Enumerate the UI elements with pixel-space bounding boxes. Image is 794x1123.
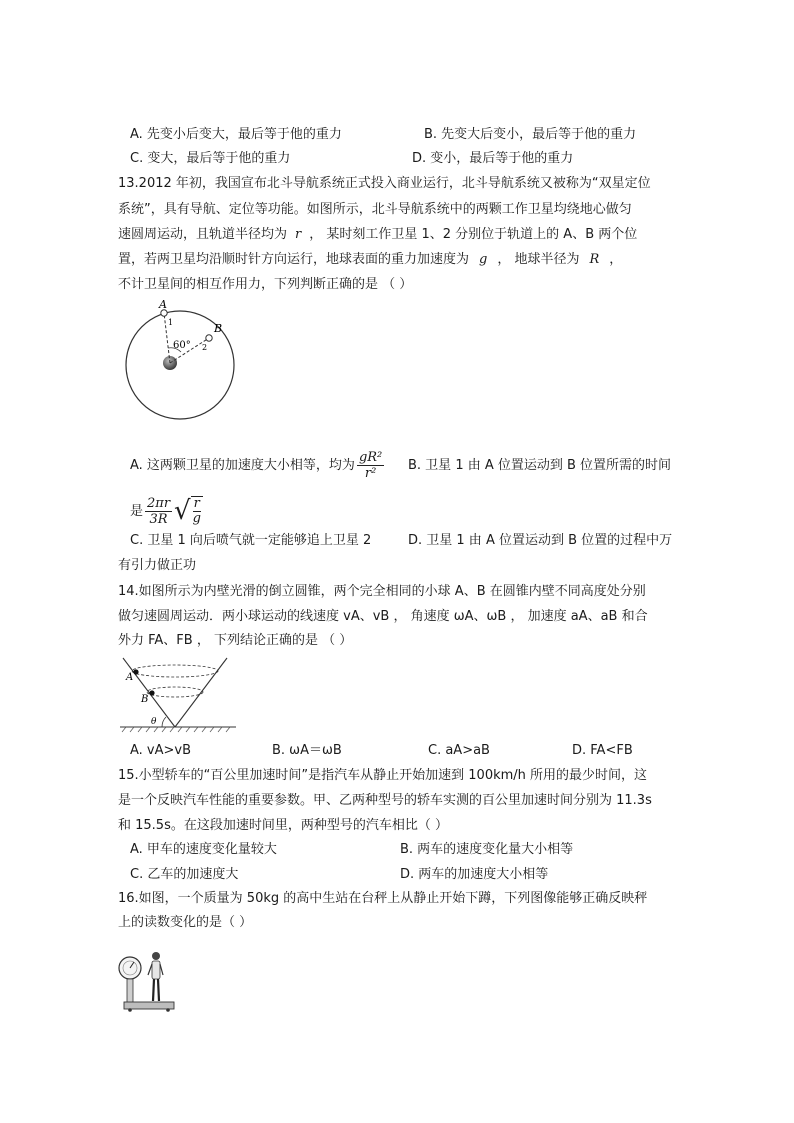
figure-label-a: A xyxy=(159,298,167,311)
q13-option-b-line-1: B. 卫星 1 由 A 位置运动到 B 位置所需的时间 xyxy=(408,458,672,473)
option-b-sqrt: √ $\frac{r}{g}$ xyxy=(174,496,201,526)
q14-option-b: B. ωA＝ωB xyxy=(272,743,342,758)
cone-right-wall xyxy=(175,658,227,727)
q13-option-c: C. 卫星 1 向后喷气就一定能够追上卫星 2 xyxy=(130,533,372,548)
q13-stem-line-1: 13.2012 年初，我国宣布北斗导航系统正式投入商业运行，北斗导航系统又被称为“双星定位 xyxy=(118,176,651,191)
orbit-a-ellipse xyxy=(132,665,218,677)
q13-stem-line-5: 不计卫星间的相互作用力，下列判断正确的是 （ ） xyxy=(118,277,413,292)
q13-stem-line-4: 置，若两卫星均沿顺时针方向运行，地球表面的重力加速度为 g ， 地球半径为 R ， xyxy=(118,252,623,267)
cone-left-wall xyxy=(123,658,175,727)
q12-option-a: A. 先变小后变大，最后等于他的重力 xyxy=(130,127,342,142)
q13-option-a: A. 这两颗卫星的加速度大小相等，均为 $\frac{\text{gR²}}{\text{r²}}$ xyxy=(130,450,383,481)
q15-stem-line-1: 15.小型轿车的“百公里加速时间”是指汽车从静止开始加速到 100km/h 所用的最少时间，这 xyxy=(118,768,648,783)
theta-arc xyxy=(162,717,166,727)
scale-platform xyxy=(124,1002,174,1009)
q13-orbit-figure xyxy=(118,296,248,431)
q12-option-b: B. 先变大后变小，最后等于他的重力 xyxy=(424,127,637,142)
q14-option-a: A. vA>vB xyxy=(130,743,192,758)
q13-option-d-line-1: D. 卫星 1 由 A 位置运动到 B 位置的过程中万 xyxy=(408,533,673,548)
q13-option-d-line-2: 有引力做正功 xyxy=(118,558,197,573)
q14-option-d: D. FA<FB xyxy=(572,743,633,758)
q14-stem-line-3: 外力 FA、FB ， 下列结论正确的是 （ ） xyxy=(118,633,353,648)
q15-stem-line-2: 是一个反映汽车性能的重要参数。甲、乙两种型号的轿车实测的百公里加速时间分别为 11.3s xyxy=(118,793,652,808)
q15-option-d: D. 两车的加速度大小相等 xyxy=(400,867,549,882)
option-b-fraction: $\frac{2\pi r}{3R}$ xyxy=(147,495,171,527)
q12-option-d: D. 变小，最后等于他的重力 xyxy=(412,151,574,166)
ground-hatching xyxy=(122,727,230,732)
figure-label-2: 2 xyxy=(202,343,208,352)
person-icon xyxy=(148,952,163,1001)
ball-a-icon xyxy=(133,669,138,674)
q14-option-c: C. aA>aB xyxy=(428,743,490,758)
q12-option-c: C. 变大，最后等于他的重力 xyxy=(130,151,291,166)
scale-column xyxy=(127,979,133,1003)
q15-option-c: C. 乙车的加速度大 xyxy=(130,867,239,882)
option-a-fraction: $\frac{\text{gR²}}{\text{r²}}$ xyxy=(358,450,383,481)
q15-stem-line-3: 和 15.5s。在这段加速时间里，两种型号的汽车相比（ ） xyxy=(118,818,448,833)
figure-label-b: B xyxy=(141,694,149,705)
q14-stem-line-2: 做匀速圆周运动．两小球运动的线速度 vA、vB ， 角速度 ωA、ωB ， 加速度 aA、aB 和合 xyxy=(118,609,648,624)
q15-option-b: B. 两车的速度变化量大小相等 xyxy=(400,842,574,857)
q16-scale-figure xyxy=(116,948,178,1012)
q16-stem-line-1: 16.如图，一个质量为 50kg 的高中生站在台秤上从静止开始下蹲，下列图像能够正确反映秤 xyxy=(118,891,648,906)
figure-angle-label: 60° xyxy=(173,340,191,351)
q13-stem-line-3: 速圆周运动，且轨道半径均为 r ， 某时刻工作卫星 1、2 分别位于轨道上的 A、B 两个位 xyxy=(118,227,638,242)
figure-theta-label: θ xyxy=(151,717,157,727)
q15-option-a: A. 甲车的速度变化量较大 xyxy=(130,842,277,857)
q14-stem-line-1: 14.如图所示为内壁光滑的倒立圆锥，两个完全相同的小球 A、B 在圆锥内壁不同高度处分别 xyxy=(118,584,646,599)
figure-label-a: A xyxy=(126,672,134,683)
figure-label-b: B xyxy=(214,322,223,335)
satellite-b-icon xyxy=(206,335,212,341)
q13-stem-line-2: 系统”，具有导航、定位等功能。如图所示，北斗导航系统中的两颗工作卫星均绕地心做匀 xyxy=(118,202,632,217)
q16-stem-line-2: 上的读数变化的是（ ） xyxy=(118,915,253,930)
figure-label-1: 1 xyxy=(168,318,174,327)
orbit-b-ellipse xyxy=(147,687,203,697)
q14-cone-figure xyxy=(118,655,238,735)
q13-option-b-line-2: 是 $\frac{2\pi r}{3R}$ √ $\frac{r}{g}$ xyxy=(130,493,203,530)
ball-b-icon xyxy=(149,690,154,695)
